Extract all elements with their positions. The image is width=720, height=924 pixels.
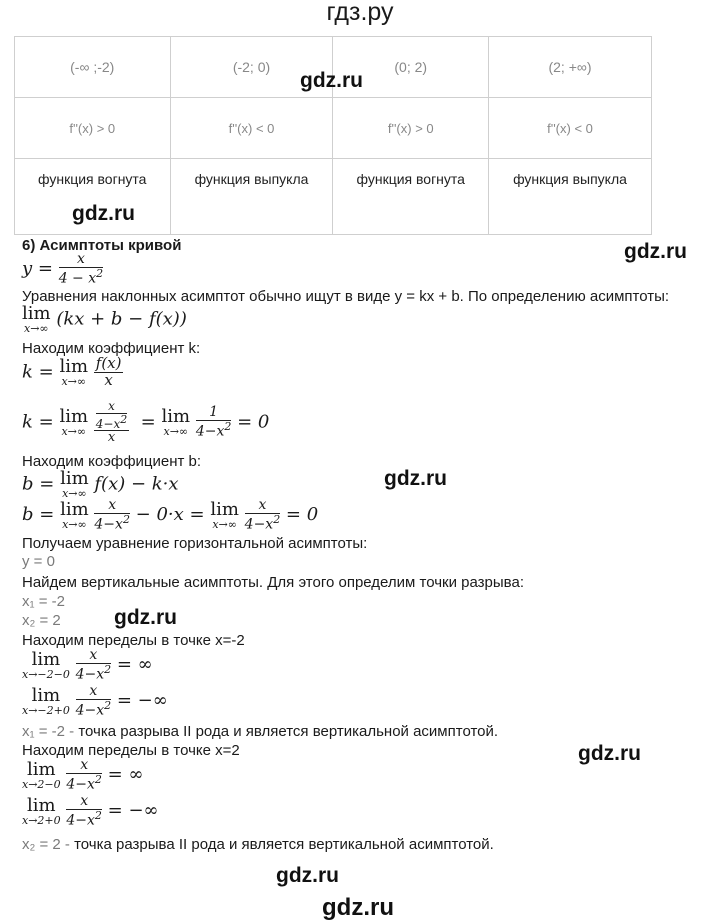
section-heading: 6) Асимптоты кривой xyxy=(22,237,182,254)
x2-value: x₂ = 2 xyxy=(22,612,61,629)
table-cell-sign: f''(x) < 0 xyxy=(488,98,651,159)
table-cell-conclusion: функция выпукла xyxy=(488,159,651,235)
page-title: гдз.ру xyxy=(326,0,394,26)
table-cell-conclusion: функция вогнута xyxy=(333,159,489,235)
watermark: gdz.ru xyxy=(322,894,394,921)
find-b-text: Находим коэффициент b: xyxy=(22,453,202,470)
table-cell-conclusion: функция выпукла xyxy=(170,159,333,235)
limit-right-2: lim x→2+0 $\frac{x}{4-x^2}$ = −∞ xyxy=(22,793,159,829)
watermark: gdz.ru xyxy=(114,606,177,629)
conclusion-2-text: точка разрыва II рода и является вертикальной асимптотой. xyxy=(74,836,494,853)
vertical-asymptote-text: Найдем вертикальные асимптоты. Для этого определим точки разрыва: xyxy=(22,574,524,591)
k-formula-1: k = lim x→∞ $\frac{f(x)}{x}$ xyxy=(22,354,122,389)
find-k-text: Находим коэффициент k: xyxy=(22,340,201,357)
b-formula-2: b = lim x→∞ $\frac{x}{4-x^2}$ − 0·x = lim x→∞ $\frac{x}{4-x^2}$ = 0 xyxy=(22,497,319,533)
table-cell-interval: (-∞ ;-2) xyxy=(15,37,171,98)
function-formula: y = $\frac{x}{4 - x^2}$ xyxy=(22,251,104,287)
conclusion-minus2 xyxy=(22,723,498,740)
b-formula-1: b = lim x→∞ f(x) − k·x xyxy=(22,468,179,500)
conclusion-2 xyxy=(22,836,494,853)
limits-at-minus2-text: Находим переделы в точке x=-2 xyxy=(22,632,245,649)
table-cell-interval: (2; +∞) xyxy=(488,37,651,98)
limit-right-minus2: lim x→−2+0 $\frac{x}{4-x^2}$ = −∞ xyxy=(22,683,168,719)
limit-left-minus2: lim x→−2−0 $\frac{x}{4-x^2}$ = ∞ xyxy=(22,647,153,683)
conclusion-2-point: x₂ = 2 - xyxy=(22,836,75,853)
watermark: gdz.ru xyxy=(300,69,363,92)
limit-left-2: lim x→2−0 $\frac{x}{4-x^2}$ = ∞ xyxy=(22,757,144,793)
watermark: gdz.ru xyxy=(384,467,447,490)
watermark: gdz.ru xyxy=(276,864,339,887)
conclusion-minus2-point: x₁ = -2 - xyxy=(22,723,79,740)
table-cell-sign: f''(x) > 0 xyxy=(333,98,489,159)
limits-at-2-text: Находим переделы в точке x=2 xyxy=(22,742,240,759)
x1-value: x₁ = -2 xyxy=(22,593,65,610)
conclusion-minus2-text: точка разрыва II рода и является вертикальной асимптотой. xyxy=(78,723,499,740)
watermark: gdz.ru xyxy=(72,202,135,225)
table-cell-conclusion: функция вогнута xyxy=(15,159,171,235)
k-formula-2: k = lim x→∞ $\frac{\frac{x}{4-x2}}{x}$ = lim x→∞ $\frac{1}{4-x^2}$ = 0 xyxy=(22,399,270,446)
asymptote-definition-formula: lim x→∞ (kx + b − f(x)) xyxy=(22,303,187,335)
table-cell-sign: f''(x) < 0 xyxy=(170,98,333,159)
horizontal-asymptote-text: Получаем уравнение горизонтальной асимптоты: xyxy=(22,535,368,552)
watermark: gdz.ru xyxy=(624,240,687,263)
table-cell-interval: (0; 2) xyxy=(333,37,489,98)
oblique-asymptote-text: Уравнения наклонных асимптот обычно ищут в виде y = kx + b. По определению асимптоты: xyxy=(22,288,670,305)
table-cell-interval: (-2; 0) xyxy=(170,37,333,98)
horizontal-asymptote-eq: y = 0 xyxy=(22,553,55,570)
watermark: gdz.ru xyxy=(578,742,641,765)
table-cell-sign: f''(x) > 0 xyxy=(15,98,171,159)
